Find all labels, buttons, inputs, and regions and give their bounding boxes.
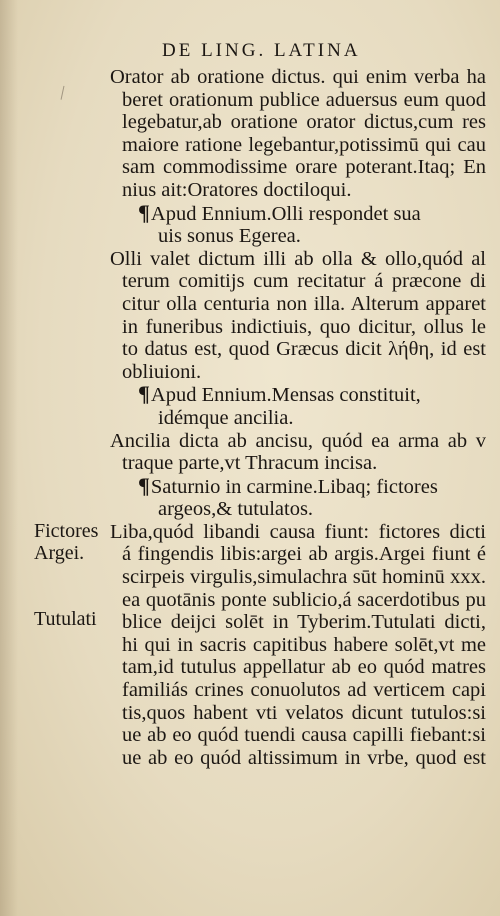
citation-line: idémque ancilia. [158, 406, 294, 429]
margin-note-tutulati: Tutulati [34, 608, 97, 630]
text-line: to datus est, quod Græcus dicit λήθη, id est [122, 338, 486, 361]
margin-note-fictores: Fictores [34, 520, 99, 542]
citation-line: argeos,& tutulatos. [158, 498, 314, 521]
text-line: sam commodissime orare poterant.Itaq; En [122, 156, 486, 179]
text-line: familiás crines conuolutos ad verticem capi [122, 679, 486, 702]
text-line: Olli valet dictum illi ab olla & ollo,quód al [110, 247, 486, 270]
running-head: DE LING. LATINA [162, 40, 361, 61]
main-text [110, 66, 486, 769]
text-line: legebatur,ab oratione orator dictus,cum res [122, 111, 486, 134]
text-line: obliuioni. [122, 360, 202, 383]
text-line: Orator ab oratione dictus. qui enim verba ha [110, 66, 486, 88]
text-line: terum comitijs cum recitatur á præcone di [122, 270, 486, 293]
text-line: beret orationum publice aduersus eum quod [122, 88, 486, 111]
text-line: in funeribus indictiuis, quo dicitur, ollus le [122, 315, 486, 338]
pilcrow-icon: ¶ [138, 201, 150, 225]
text-line: tis,quos habent vti velatos dicunt tutulos:si [122, 701, 486, 724]
citation-line: ¶Apud Ennium.Mensas constituit, [138, 383, 421, 407]
citation-line: ¶Saturnio in carmine.Libaq; fictores [138, 474, 438, 498]
text-line: traque parte,vt Thracum incisa. [122, 452, 378, 475]
text-line: Ancilia dicta ab ancisu, quód ea arma ab v [110, 429, 486, 452]
citation-line: uis sonus Egerea. [158, 225, 301, 248]
text-line: maiore ratione legebantur,potissimū qui cau [122, 133, 486, 156]
text-line: ue ab eo quód altissimum in vrbe, quod est [122, 746, 486, 769]
text-line: blice deijci solēt in Tyberim.Tutulati dicti, [122, 611, 486, 634]
text-line: nius ait:Oratores doctiloqui. [122, 178, 352, 201]
text-line: ea quotānis ponte sublicio,á sacerdotibus pu [122, 588, 486, 611]
text-line: scirpeis virgulis,simulachra sūt hominū xxx. [122, 566, 486, 589]
text-line: Liba,quód libandi causa fiunt: fictores dicti [110, 520, 486, 543]
text-line: tam,id tutulus appellatur ab eo quód matres [122, 656, 486, 679]
text-line: citur olla centuria non illa. Alterum apparet [122, 292, 486, 315]
pilcrow-icon: ¶ [138, 383, 150, 407]
text-line: ue ab eo quód tuendi causa capilli fiebant:si [122, 724, 486, 747]
text-line: á fingendis libis:argei ab argis.Argei fiunt é [122, 543, 486, 566]
text-line: hi qui in sacris capitibus habere solēt,vt me [122, 633, 486, 656]
margin-mark [61, 86, 67, 100]
citation-line: ¶Apud Ennium.Olli respondet sua [138, 201, 421, 225]
pilcrow-icon: ¶ [138, 474, 150, 498]
margin-note-argei: Argei. [34, 542, 85, 564]
